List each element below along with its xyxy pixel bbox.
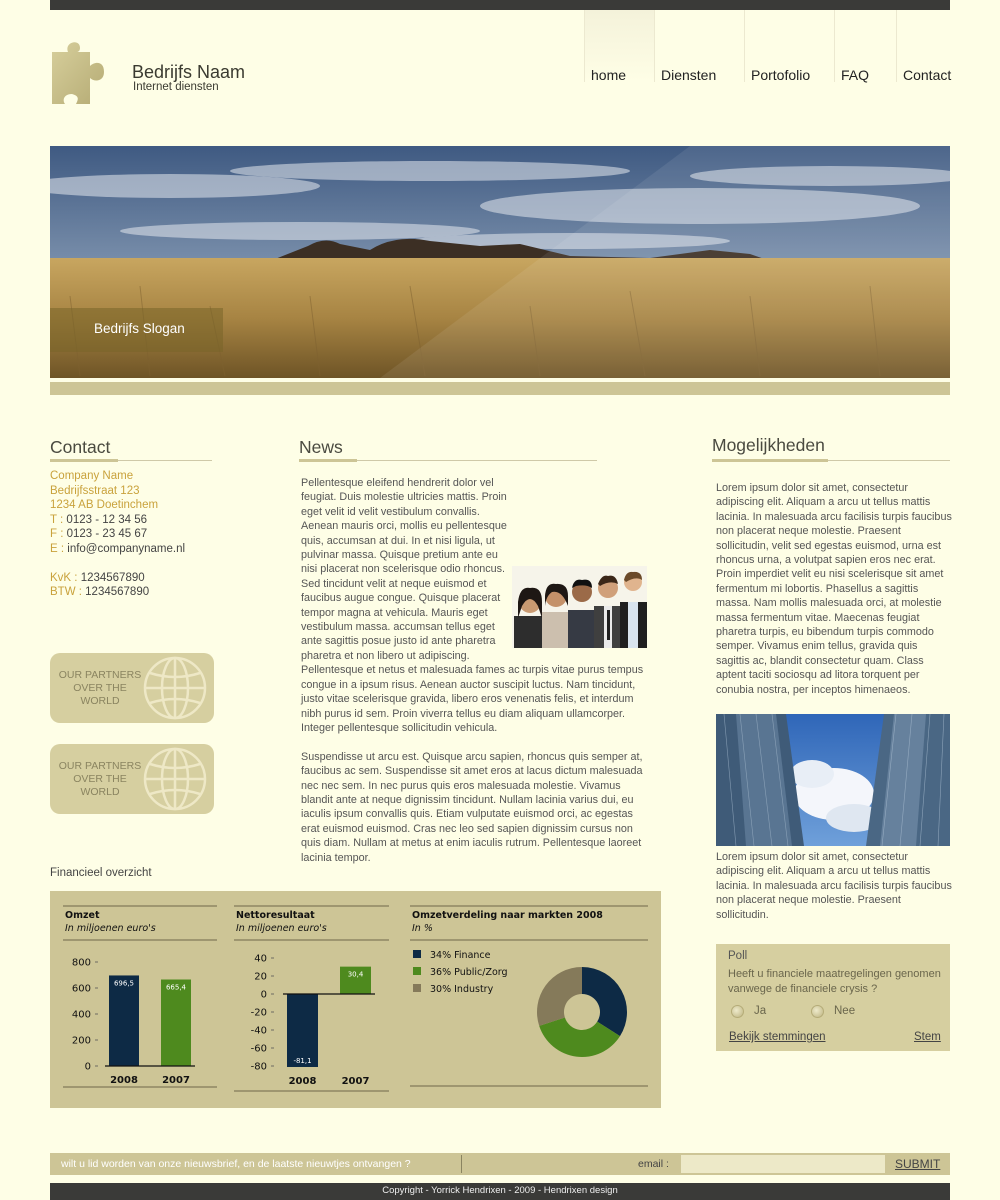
y-tick-label: 800 [71, 957, 91, 969]
contact-details [50, 469, 185, 600]
y-tick-label: 200 [71, 1035, 91, 1047]
nav-faq[interactable]: FAQ [834, 10, 896, 82]
bar-value-label: -81,1 [293, 1056, 312, 1065]
hero-banner [50, 146, 950, 378]
bar-value-label: 665,4 [165, 983, 187, 992]
x-tick-label: 2007 [341, 1076, 370, 1087]
bar-2007 [161, 979, 191, 1066]
y-tick-label: 20 [254, 971, 267, 983]
fax-number: 0123 - 23 45 67 [66, 528, 148, 540]
x-tick-label: 2008 [288, 1076, 317, 1087]
poll-box [716, 944, 950, 1051]
poll-option-no: Nee [834, 1005, 856, 1017]
y-tick-label: 0 [260, 989, 267, 1001]
company-street: Bedrijfsstraat 123 [50, 484, 140, 497]
y-tick-label: -60 [250, 1043, 267, 1055]
view-votes-link[interactable]: Bekijk stemmingen [729, 1031, 826, 1043]
email-label: E : [50, 542, 65, 555]
globe-icon [142, 655, 208, 721]
slogan-box [50, 308, 223, 352]
nav-diensten[interactable]: Diensten [654, 10, 744, 82]
newsletter-email-label: email : [638, 1158, 669, 1170]
chart-title: Nettoresultaat [236, 910, 315, 921]
chart-title: Omzetverdeling naar markten 2008 [412, 910, 603, 921]
news-paragraph: Suspendisse ut arcu est. Quisque arcu sapien, rhoncus quis semper at, faucibus ac sem. Suspendisse sit amet eros at lacus dictum malesuada nec nec sem. In nec purus quis eros malesuada molestie. Vivamus blandit ante at neque dignissim tincidunt. Nullam lacinia varius dui, eu iaculis ipsum convallis quis. Etiam vulputate euismod orci, ac egestas erat euismod euismod. Cras nec leo sed sapien dignissim cursus non quis diam. Nullam at metus at enim iaculis rutrum. Pellentesque laoreet lacinia tempor. [301, 750, 643, 864]
newsletter-divider [461, 1155, 462, 1173]
y-tick-label: 400 [71, 1009, 91, 1021]
financial-title: Financieel overzicht [50, 867, 152, 879]
chart-subtitle: In miljoenen euro's [65, 923, 156, 934]
chart-subtitle: In miljoenen euro's [236, 923, 327, 934]
company-name: Company Name [50, 470, 134, 482]
newsletter-bar [50, 1153, 950, 1175]
news-paragraph: Pellentesque eleifend hendrerit dolor vel feugiat. Duis molestie ultricies mattis. Proin eget velit id velit vestibulum convallis. Aenean mauris orci, mollis eu pellentesque quis, accumsan at dui. In et nisi ligula, ut pulvinar massa. Quisque pretium ante eu nisi placerat non scelerisque odio rhoncus. Sed tincidunt velit at neque euismod et faucibus augue congue. Quisque placerat tempor magna at vehicula. Mauris eget vestibulum massa. accumsan tellus eget ante sagittis posue justo id ante pharetra pharetra et non libero ut adipiscing. Pellentesque et netus et malesuada fames ac turpis vitae purus tempus congue in a ipsum risus. Aenean auctor suscipit luctus. Nam tincidunt, justo vitae scelerisque gravida, libero eros venenatis felis, et interdum nibh purus id sem. Proin viverra tellus eu diam aliquam ullamcorper. Integer pellentesque sollicitudin vehicula. [301, 476, 651, 735]
poll-option-yes: Ja [754, 1005, 767, 1017]
mogelijkheden-text-2: Lorem ipsum dolor sit amet, consectetur adipiscing elit. Aliquam a arcu ut tellus mattis lacinia. In malesuada arcu facilisis turpis faucibus non placerat neque molestie. Praesent sollicitudin. [716, 851, 952, 921]
bar-value-label: 696,5 [113, 979, 135, 988]
y-tick-label: -40 [250, 1025, 267, 1037]
financial-charts [50, 891, 661, 1108]
mogelijkheden-title-rule [712, 460, 950, 461]
partners-button[interactable] [50, 744, 214, 814]
poll-radio-no[interactable] [811, 1005, 824, 1018]
partners-label: OUR PARTNERS OVER THE WORLD [58, 760, 142, 798]
main-nav [584, 10, 950, 82]
legend-label: 36% Public/Zorg [430, 967, 508, 978]
kvk-label: KvK : [50, 571, 78, 584]
footer-bar [50, 1183, 950, 1200]
chart-subtitle: In % [412, 923, 433, 934]
newsletter-text: wilt u lid worden van onze nieuwsbrief, en de laatste nieuwtjes ontvangen ? [61, 1158, 411, 1170]
legend-label: 34% Finance [430, 950, 491, 961]
brand-tagline: Internet diensten [133, 81, 219, 93]
slogan-text: Bedrijfs Slogan [94, 321, 185, 336]
kvk-number: 1234567890 [80, 571, 145, 584]
y-tick-label: 40 [254, 953, 267, 965]
phone-number: 0123 - 12 34 56 [66, 513, 147, 526]
news-title: News [299, 437, 343, 457]
skyscrapers-photo [716, 714, 950, 846]
nav-portofolio[interactable]: Portofolio [744, 10, 834, 82]
legend-swatch [413, 967, 421, 975]
fax-label: F : [50, 528, 64, 540]
bar-2008 [109, 975, 139, 1066]
nav-contact[interactable]: Contact [896, 10, 950, 82]
y-tick-label: 600 [71, 983, 91, 995]
financial-panel [50, 891, 661, 1108]
pie-slice-2 [537, 967, 582, 1026]
email-address[interactable]: info@companyname.nl [67, 542, 186, 555]
contact-title: Contact [50, 437, 111, 457]
y-tick-label: -80 [250, 1061, 267, 1073]
team-photo [512, 566, 647, 648]
nav-home[interactable]: home [584, 10, 654, 82]
bar-value-label: 30,4 [347, 970, 364, 979]
legend-swatch [413, 984, 421, 992]
phone-label: T : [50, 513, 64, 526]
poll-radio-yes[interactable] [731, 1005, 744, 1018]
btw-number: 1234567890 [85, 586, 150, 598]
poll-title: Poll [728, 950, 748, 962]
top-bar [50, 0, 950, 10]
contact-title-rule [50, 460, 212, 461]
vote-link[interactable]: Stem [914, 1031, 941, 1043]
brand-name: Bedrijfs Naam [132, 62, 246, 82]
x-tick-label: 2007 [162, 1075, 190, 1086]
news-title-rule [299, 460, 597, 461]
y-tick-label: -20 [250, 1007, 267, 1019]
poll-question: Heeft u financiele maatregelingen genomen vanwege de financiele crysis ? [728, 968, 941, 995]
pie-slice-0 [582, 967, 627, 1036]
partners-button[interactable] [50, 653, 214, 723]
news-body [301, 476, 651, 879]
company-city: 1234 AB Doetinchem [50, 499, 159, 511]
partners-label: OUR PARTNERS OVER THE WORLD [58, 669, 142, 707]
copyright-text: Copyright - Yorrick Hendrixen - 2009 - Hendrixen design [382, 1185, 618, 1196]
chart-title: Omzet [65, 910, 100, 921]
newsletter-submit-button[interactable]: SUBMIT [895, 1157, 941, 1171]
legend-label: 30% Industry [430, 984, 494, 995]
x-tick-label: 2008 [110, 1075, 138, 1086]
globe-icon [142, 746, 208, 812]
mogelijkheden-title: Mogelijkheden [712, 435, 825, 455]
hero-underbar [50, 382, 950, 395]
legend-swatch [413, 950, 421, 958]
mogelijkheden-text-1: Lorem ipsum dolor sit amet, consectetur adipiscing elit. Aliquam a arcu ut tellus mattis lacinia. In malesuada arcu facilisis turpis faucibus non placerat neque molestie. Praesent sollicitudin, velit sed egestas euismod, urna est rhoncus urna, a volutpat sapien eros nec erat. Proin imperdiet velit eu nisi scelerisque sit amet fermentum mi lobortis. Phasellus a sagittis massa. Nam mollis malesuada orci, at molestie massa fermentum vitae. Maecenas feugiat pharetra turpis, eu bibendum turpis commodo semper. Vivamus enim tellus, gravida quis sagittis ac, blandit consectetur quam. Class aptent taciti sociosqu ad litora torquent per conubia nostra, per inceptos himenaeos. [716, 482, 952, 696]
puzzle-logo-icon [50, 40, 116, 106]
y-tick-label: 0 [84, 1061, 91, 1073]
newsletter-email-input[interactable] [681, 1155, 885, 1173]
btw-label: BTW : [50, 586, 82, 598]
